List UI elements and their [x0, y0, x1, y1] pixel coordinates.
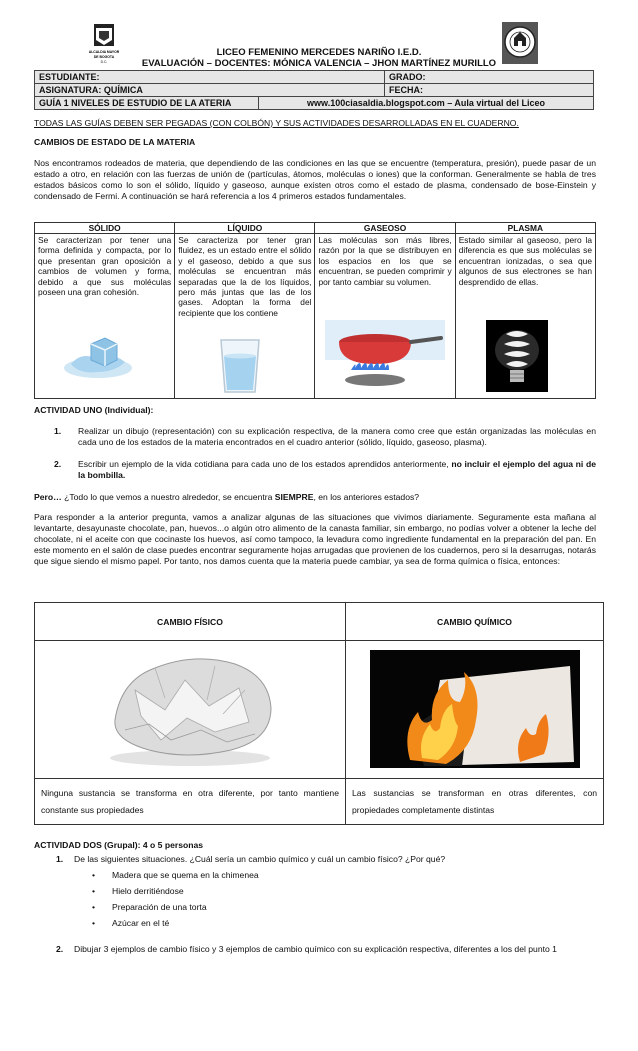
bullet-text: Hielo derritiéndose	[112, 886, 184, 896]
chemical-change-image-cell	[346, 641, 604, 779]
state-text-plasma: Estado similar al gaseoso, pero la diferencia es que sus moléculas se encuentran ionizadas, o sea que algunos de sus electrones se han desprendido de ellas.	[458, 235, 592, 287]
activity1-item2-number: 2.	[54, 459, 62, 469]
ice-cube-icon	[63, 330, 133, 380]
state-header-solid: SÓLIDO	[35, 223, 175, 234]
physical-change-text: Ninguna sustancia se transforma en otra diferente, por tanto mantiene constante sus propiedades	[35, 779, 346, 825]
chemical-change-title: CAMBIO QUÍMICO	[346, 603, 604, 641]
pero-middle: ¿Todo lo que vemos a nuestro alrededor, se encuentra	[61, 492, 275, 502]
activity1-title: ACTIVIDAD UNO (Individual):	[34, 405, 154, 415]
guide-field: GUÍA 1 NIVELES DE ESTUDIO DE LA ATERIA	[35, 97, 259, 110]
physical-change-image-cell	[35, 641, 346, 779]
pero-question	[34, 492, 419, 503]
pero-end: , en los anteriores estados?	[313, 492, 420, 502]
activity2-title: ACTIVIDAD DOS (Grupal): 4 o 5 personas	[34, 840, 204, 850]
bullet-item: •	[92, 870, 96, 880]
state-header-liquid: LÍQUIDO	[175, 223, 315, 234]
svg-text:DE BOGOTA: DE BOGOTA	[93, 55, 115, 59]
state-cell-liquid	[175, 234, 315, 399]
water-glass-icon	[215, 338, 265, 394]
activity1-item2-text: Escribir un ejemplo de la vida cotidiana para cada uno de los estados aprendidos anteriormente,	[78, 459, 452, 469]
bullet-text: Madera que se quema en la chimenea	[112, 870, 259, 880]
evaluation-line: EVALUACIÓN – DOCENTES: MÓNICA VALENCIA – JHON MARTÍNEZ MURILLO	[141, 58, 497, 69]
bullet-text: Preparación de una torta	[112, 902, 207, 912]
activity1-item2-bold: no incluir el ejemplo del agua ni de la bombilla.	[78, 459, 596, 480]
crumpled-paper-icon	[95, 650, 285, 768]
svg-text:D.C.: D.C.	[100, 60, 108, 64]
pero-siempre: SIEMPRE	[274, 492, 314, 502]
student-field: ESTUDIANTE:	[35, 71, 385, 84]
subject-field: ASIGNATURA: QUÍMICA	[35, 84, 385, 97]
pero-lead: Pero…	[34, 492, 62, 502]
intro-paragraph: Nos encontramos rodeados de materia, que dependiendo de las condiciones en las que se encuentre (temperatura, presión), puede pasar de un estado a otro, en relación con las fuerzas de unión de (partículas, átomos, moléculas o iones) que la conforman. Generalmente se habla de tres estados básicos como lo son el sólido, líquido y gaseoso, aunque existen otros como el estado de plasma, condensado de bose-Einstein y condensado de Fermi. A continuación se hará referencia a los 4 primeros estados fundamentales.	[34, 158, 596, 201]
bullet-text: Azúcar en el té	[112, 918, 170, 928]
state-header-gas: GASEOSO	[315, 223, 455, 234]
activity1-item2	[78, 459, 596, 481]
burning-paper-icon	[370, 650, 580, 768]
website-field: www.100ciasaldia.blogspot.com – Aula virtual del Liceo	[259, 97, 594, 110]
state-text-liquid: Se caracteriza por tener gran fluidez, es un estado entre el sólido y el gaseoso, debido a que sus moléculas se encuentran más separadas que la de los líquidos, pero más juntas que las de los gases. Adoptan la forma del recipiente que los contiene	[178, 235, 312, 318]
chemical-change-text: Las sustancias se transforman en otras diferentes, con propiedades completamente distintas	[346, 779, 604, 825]
states-table	[34, 222, 596, 399]
activity2-item1: De las siguientes situaciones. ¿Cuál sería un cambio químico y cuál un cambio físico? ¿Por qué?	[74, 854, 446, 864]
school-name: LICEO FEMENINO MERCEDES NARIÑO I.E.D.	[216, 47, 422, 58]
date-field: FECHA:	[385, 84, 594, 97]
state-cell-solid	[35, 234, 175, 399]
bullet-item: •	[92, 886, 96, 896]
notice: TODAS LAS GUÍAS DEBEN SER PEGADAS (CON COLBÓN) Y SUS ACTIVIDADES DESARROLLADAS EN EL CUADERNO.	[34, 118, 519, 128]
state-text-solid: Se caracterizan por tener una forma definida y compacta, por lo que presentan gran oposición a cambios de volumen y forma, debido a que sus moléculas poseen una gran cohesión.	[38, 235, 172, 298]
state-cell-gas	[315, 234, 455, 399]
state-header-plasma: PLASMA	[455, 223, 595, 234]
activity1-item1: Realizar un dibujo (representación) con su explicación respectiva, de la manera como cree que están organizadas las moléculas en cada uno de los estados de la materia encontrados en el cuadro anterior (sólido, líquido, gaseoso, plasma).	[78, 426, 596, 447]
activity2-item2: Dibujar 3 ejemplos de cambio físico y 3 ejemplos de cambio químico con su explicación respectiva, diferentes a los del punto 1	[74, 944, 557, 954]
bullet-item: •	[92, 918, 96, 928]
changes-table	[34, 602, 604, 825]
boiling-pot-icon	[325, 320, 445, 392]
state-cell-plasma	[455, 234, 595, 399]
activity1-item1-number: 1.	[54, 426, 62, 436]
section-title: CAMBIOS DE ESTADO DE LA MATERIA	[34, 137, 196, 147]
state-text-gas: Las moléculas son más libres, razón por la que se distribuyen en los espacios en los que se encuentran, se pueden comprimir y por tanto cambiar su volumen.	[318, 235, 452, 287]
physical-change-title: CAMBIO FÍSICO	[35, 603, 346, 641]
svg-text:ALCALDIA MAYOR: ALCALDIA MAYOR	[88, 50, 120, 54]
lightbulb-icon	[486, 320, 548, 392]
info-table	[34, 70, 594, 110]
bullet-item: •	[92, 902, 96, 912]
grade-field: GRADO:	[385, 71, 594, 84]
matter-change-paragraph: Para responder a la anterior pregunta, vamos a analizar algunas de las situaciones que vivimos diariamente. Seguramente esta mañana al levantarte, desayunaste chocolate, pan, huevos...o algún otro alimento de la canasta familiar, sin embargo, no podías volver a obtener la leche del chocolate, ni el aceite con que cocinaste los huevos, así como tampoco, la levadura como ingrediente fundamental en la preparación del pan. En este momento en el salón de clase puedes encontrar seguramente hojas arrugadas que provienen de los cuadernos, pero si la desarrugas, notarás que sigue siendo el mismo papel. Por tanto, nos damos cuenta que la materia puede cambiar, ya sea de forma química o física, entonces:	[34, 512, 596, 566]
activity2-item1-number: 1.	[56, 854, 64, 864]
activity2-item2-number: 2.	[56, 944, 64, 954]
